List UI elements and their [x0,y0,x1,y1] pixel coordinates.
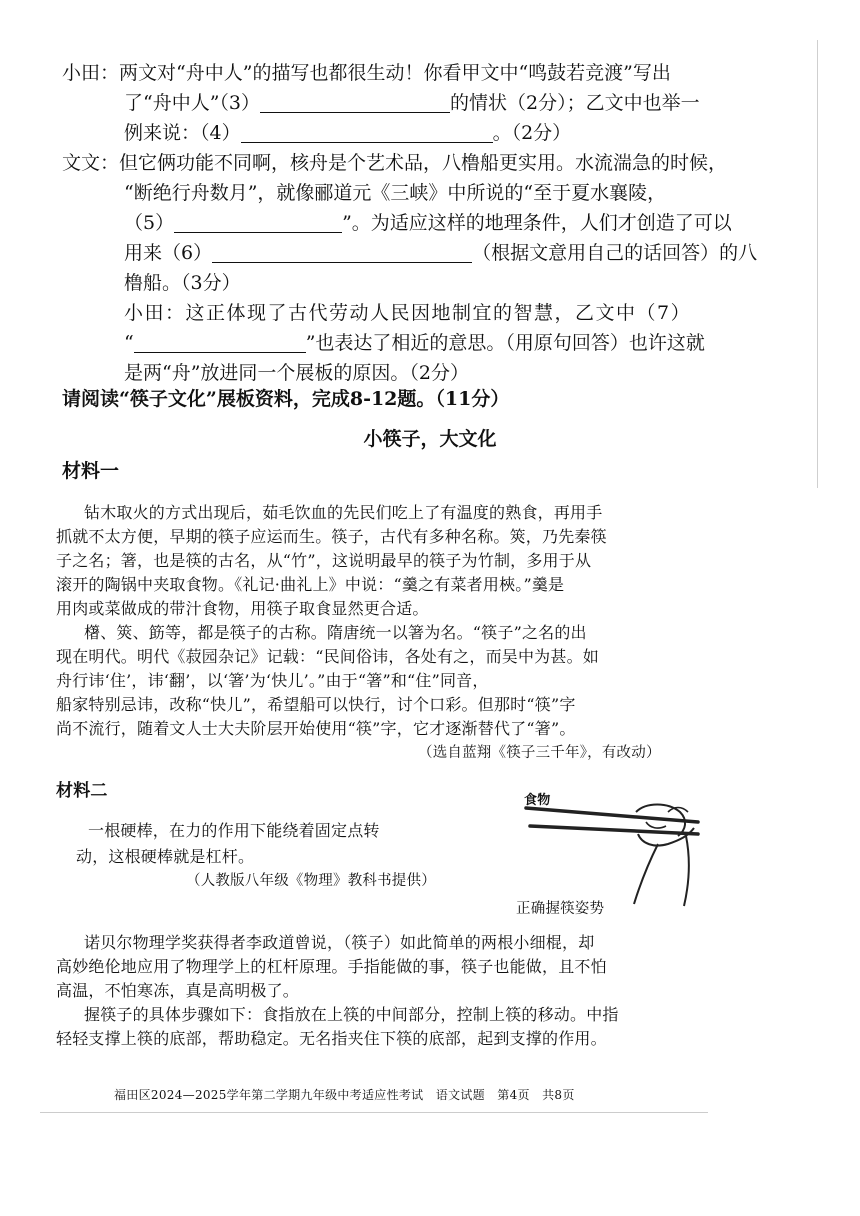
material1-text: 滚开的陶锅中夹取食物。《礼记·曲礼上》中说：“羹之有菜者用梜。”羹是 [56,575,565,594]
dialogue-text: ”也表达了相近的意思。（用原句回答）也许这就 [305,332,705,354]
dialogue-text: ”。为适应这样的地理条件，人们才创造了可以 [342,212,732,234]
dialogue-text: 是两“舟”放进同一个展板的原因。（2分） [124,362,470,384]
answer-blank-6[interactable] [212,242,472,263]
answer-blank-7[interactable] [134,332,306,353]
material1-source: （选自蓝翔《筷子三千年》，有改动） [418,745,661,761]
material1-text: 舟行讳‘住’，讳‘翻’，以‘箸’为‘快儿’。”由于“箸”和“住”同音， [56,671,489,690]
dialogue-text: 了“舟中人”（3） [124,92,261,114]
material1-text: 现在明代。明代《菽园杂记》记载：“民间俗讳，各处有之，而吴中为甚。如 [56,647,599,666]
material1-text: 抓就不太方便，早期的筷子应运而生。筷子，古代有多种名称。筴，乃先秦筷 [56,527,607,546]
dialogue-text: 用来（6） [124,242,213,264]
answer-blank-3[interactable] [260,92,450,113]
material1-text: 櫡、筴、筯等，都是筷子的古称。隋唐统一以箸为名。“筷子”之名的出 [84,623,587,642]
material2-label: 材料二 [56,781,108,801]
material1-text: 子之名；箸，也是筷的古名，从“竹”，这说明最早的筷子为竹制，多用于从 [56,551,592,570]
material2-text: 握筷子的具体步骤如下：食指放在上筷的中间部分，控制上筷的移动。中指 [84,1005,619,1024]
material-bottom-rule [40,1112,708,1113]
section-title: 小筷子，大文化 [363,428,497,450]
speaker-label: 小田： [62,62,120,84]
answer-blank-4[interactable] [241,122,493,143]
material1-label: 材料一 [62,460,120,482]
dialogue-text: 但它俩功能不同啊，核舟是个艺术品，八橹船更实用。水流湍急的时候， [119,152,728,174]
section-instruction: 请阅读“筷子文化”展板资料，完成8-12题。（11分） [62,388,510,410]
dialogue-text: （5） [124,212,175,234]
dialogue-text: （根据文意用自己的话回答）的八 [472,242,758,264]
dialogue-text: 小田：这正体现了古代劳动人民因地制宜的智慧，乙文中（7） [124,302,692,324]
material2-text: 诺贝尔物理学奖获得者李政道曾说，（筷子）如此简单的两根小细棍，却 [84,933,595,952]
dialogue-text: “断绝行舟数月”，就像郦道元《三峡》中所说的“至于夏水襄陵， [124,182,667,204]
dialogue-text: “ [124,332,134,354]
page-footer: 福田区2024—2025学年第二学期九年级中考适应性考试 语文试题 第4页 共8页 [114,1088,575,1102]
material1-text: 用肉或菜做成的带汁食物，用筷子取食显然更合适。 [56,599,429,618]
material2-quote: 动，这根硬棒就是杠杆。 [76,847,255,866]
material2-text: 高妙绝伦地应用了物理学上的杠杆原理。手指能做的事，筷子也能做，且不怕 [56,957,607,976]
speaker-label: 文文： [62,152,120,174]
figure-food-label: 食物 [524,793,551,808]
material2-quote: 一根硬棒，在力的作用下能绕着固定点转 [88,821,380,840]
material1-text: 尚不流行，随着文人士大夫阶层开始使用“筷”字，它才逐渐替代了“箸”。 [56,719,576,738]
dialogue-text: 。（2分） [492,122,572,144]
material2-text: 高温，不怕寒冻，真是高明极了。 [56,981,300,1000]
dialogue-text: 橹船。（3分） [124,272,241,294]
figure-caption: 正确握筷姿势 [516,901,605,917]
material1-text: 钻木取火的方式出现后，茹毛饮血的先民们吃上了有温度的熟食，再用手 [84,503,603,522]
dialogue-text: 的情状（2分）；乙文中也举一 [450,92,700,114]
answer-blank-5[interactable] [174,212,342,233]
material2-quote-source: （人教版八年级《物理》教科书提供） [186,873,436,889]
dialogue-text: 例来说：（4） [124,122,241,144]
scanned-material [40,490,708,1112]
material2-text: 轻轻支撑上筷的底部，帮助稳定。无名指夹住下筷的底部，起到支撑的作用。 [56,1029,607,1048]
material1-text: 船家特别忌讳，改称“快儿”，希望船可以快行，讨个口彩。但那时“筷”字 [56,695,576,714]
page-edge-rule [817,40,818,488]
dialogue-text: 两文对“舟中人”的描写也都很生动！你看甲文中“鸣鼓若竞渡”写出 [119,62,671,84]
